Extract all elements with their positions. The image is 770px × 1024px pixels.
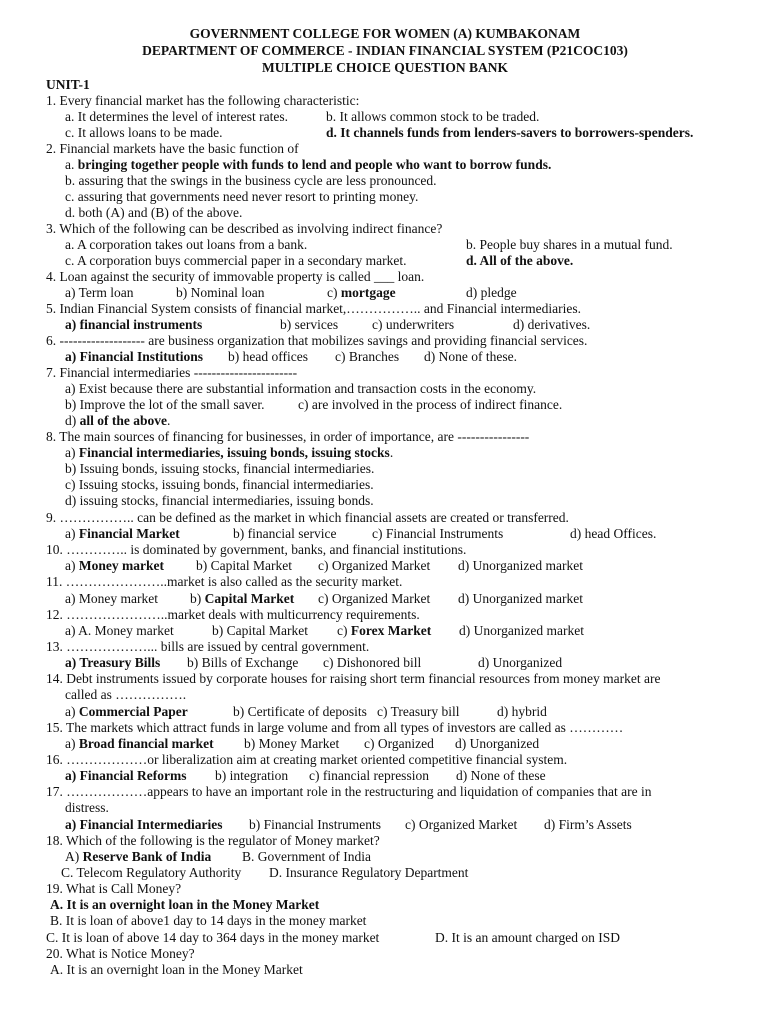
question-10: 10. ………….. is dominated by government, banks, and financial institutions. [46,542,467,557]
q7-option-d [65,413,170,429]
question-20: 20. What is Notice Money? [46,946,195,961]
q12-option-c-prefix: c) [337,623,351,638]
q12-option-a: a) A. Money market [65,623,174,638]
q12-option-d: d) Unorganized market [459,623,584,638]
q18-option-a [65,849,211,865]
q15-option-b: b) Money Market [244,736,340,751]
question-17-continued: distress. [65,800,109,815]
q3-option-c: c. A corporation buys commercial paper in a secondary market. [65,253,407,268]
q7-option-a: a) Exist because there are substantial information and transaction costs in the economy. [65,381,537,396]
college-title: GOVERNMENT COLLEGE FOR WOMEN (A) KUMBAKONAM [189,26,581,41]
q9-option-a-answer: Financial Market [78,526,180,541]
q9-option-a-prefix: a) [65,526,79,541]
question-17: 17. ………………appears to have an important role in the restructuring and liquidation of companies that are in [46,784,652,799]
question-16: 16. ………………or liberalization aim at creating market oriented competitive financial system. [46,752,568,767]
q11-option-b-answer: Capital Market [204,591,295,606]
q1-option-b: b. It allows common stock to be traded. [326,109,540,124]
q10-option-b: b) Capital Market [196,558,292,573]
question-19: 19. What is Call Money? [46,881,182,896]
q5-option-b: b) services [280,317,339,332]
question-7: 7. Financial intermediaries ----------------------- [46,365,298,380]
q4-option-a: a) Term loan [65,285,134,300]
q6-option-c: c) Branches [335,349,400,364]
q2-option-d: d. both (A) and (B) of the above. [65,205,243,220]
q10-option-d: d) Unorganized market [458,558,583,573]
q4-option-c-prefix: c) [327,285,341,300]
q16-option-d: d) None of these [456,768,546,783]
q2-option-c: c. assuring that governments need never resort to printing money. [65,189,419,204]
q15-option-a-prefix: a) [65,736,79,751]
q13-option-a-answer: a) Treasury Bills [65,655,161,670]
q11-option-a: a) Money market [65,591,158,606]
q14-option-a-answer: Commercial Paper [78,704,188,719]
q11-option-b-prefix: b) [190,591,205,606]
question-13: 13. ………………... bills are issued by central government. [46,639,370,654]
document-title: MULTIPLE CHOICE QUESTION BANK [262,60,508,75]
question-3: 3. Which of the following can be described as involving indirect finance? [46,221,443,236]
q13-option-d: d) Unorganized [478,655,563,670]
q8-option-a [65,445,393,461]
q1-option-c: c. It allows loans to be made. [65,125,223,140]
question-5: 5. Indian Financial System consists of financial market,…………….. and Financial intermediaries. [46,301,582,316]
q2-option-a [65,157,551,173]
q6-option-b: b) head offices [228,349,308,364]
q10-option-a-prefix: a) [65,558,79,573]
q10-option-a-answer: Money market [78,558,164,573]
question-11: 11. …………………..market is also called as the security market. [46,574,403,589]
q1-option-a: a. It determines the level of interest rates. [65,109,289,124]
q8-option-a-prefix: a) [65,445,79,460]
question-2: 2. Financial markets have the basic function of [46,141,299,156]
q19-option-a-answer: A. It is an overnight loan in the Money Market [50,897,320,912]
q20-option-a: A. It is an overnight loan in the Money Market [50,962,303,977]
question-18: 18. Which of the following is the regulator of Money market? [46,833,380,848]
question-4: 4. Loan against the security of immovable property is called ___ loan. [46,269,425,284]
q9-option-a [65,526,180,542]
q3-option-a: a. A corporation takes out loans from a bank. [65,237,308,252]
q17-option-b: b) Financial Instruments [249,817,381,832]
unit-heading: UNIT-1 [46,77,90,92]
q7-option-d-prefix: d) [65,413,80,428]
question-14: 14. Debt instruments issued by corporate houses for raising short term financial resources from money market are [46,671,661,686]
q4-option-c [327,285,396,301]
q17-option-d: d) Firm’s Assets [544,817,632,832]
q2-option-a-answer: bringing together people with funds to lend and people who want to borrow funds. [77,157,552,172]
q19-option-d: D. It is an amount charged on ISD [435,930,620,945]
q15-option-d: d) Unorganized [455,736,540,751]
q15-option-a [65,736,214,752]
q10-option-c: c) Organized Market [318,558,431,573]
q10-option-a [65,558,164,574]
q14-option-b: b) Certificate of deposits [233,704,367,719]
q6-option-d: d) None of these. [424,349,517,364]
q7-option-d-suffix: . [167,413,171,428]
q3-option-b: b. People buy shares in a mutual fund. [466,237,673,252]
q5-option-a-answer: a) financial instruments [65,317,203,332]
q17-option-c: c) Organized Market [405,817,518,832]
q9-option-d: d) head Offices. [570,526,657,541]
q12-option-c-answer: Forex Market [350,623,432,638]
q4-option-d: d) pledge [466,285,517,300]
q4-option-c-answer: mortgage [340,285,396,300]
q7-option-c: c) are involved in the process of indirect finance. [298,397,563,412]
q17-option-a-answer: a) Financial Intermediaries [65,817,223,832]
question-12: 12. …………………..market deals with multicurrency requirements. [46,607,420,622]
q15-option-a-answer: Broad financial market [78,736,214,751]
q18-option-a-answer: Reserve Bank of India [82,849,212,864]
question-8: 8. The main sources of financing for businesses, in order of importance, are ---------------- [46,429,530,444]
q7-option-b: b) Improve the lot of the small saver. [65,397,265,412]
q13-option-b: b) Bills of Exchange [187,655,299,670]
q11-option-d: d) Unorganized market [458,591,583,606]
q8-option-c: c) Issuing stocks, issuing bonds, financial intermediaries. [65,477,374,492]
q14-option-c: c) Treasury bill [377,704,460,719]
question-14-continued: called as ……………. [65,687,187,702]
q7-option-d-answer: all of the above [79,413,167,428]
q11-option-b [190,591,294,607]
question-9: 9. …………….. can be defined as the market in which financial assets are created or transferred. [46,510,569,525]
q14-option-d: d) hybrid [497,704,547,719]
question-1: 1. Every financial market has the following characteristic: [46,93,360,108]
q6-option-a-answer: a) Financial Institutions [65,349,204,364]
q18-option-b: B. Government of India [242,849,371,864]
q13-option-c: c) Dishonored bill [323,655,422,670]
q12-option-b: b) Capital Market [212,623,308,638]
q18-option-d: D. Insurance Regulatory Department [269,865,469,880]
q19-option-c: C. It is loan of above 14 day to 364 days in the money market [46,930,380,945]
q19-option-b: B. It is loan of above1 day to 14 days in the money market [50,913,367,928]
q9-option-b: b) financial service [233,526,337,541]
q14-option-a [65,704,188,720]
q11-option-c: c) Organized Market [318,591,431,606]
q5-option-c: c) underwriters [372,317,455,332]
q5-option-d: d) derivatives. [513,317,591,332]
q8-option-a-suffix: . [389,445,394,460]
q16-option-c: c) financial repression [309,768,429,783]
q9-option-c: c) Financial Instruments [372,526,504,541]
q2-option-a-prefix: a. [65,157,78,172]
q8-option-d: d) issuing stocks, financial intermediaries, issuing bonds. [65,493,374,508]
department-title: DEPARTMENT OF COMMERCE - INDIAN FINANCIAL SYSTEM (P21COC103) [142,43,628,58]
q1-option-d-answer: d. It channels funds from lenders-savers to borrowers-spenders. [326,125,694,140]
q18-option-a-prefix: A) [65,849,83,864]
q16-option-a-answer: a) Financial Reforms [65,768,187,783]
q8-option-a-answer: Financial intermediaries, issuing bonds, issuing stocks [78,445,390,460]
q3-option-d-answer: d. All of the above. [466,253,574,268]
q2-option-b: b. assuring that the swings in the business cycle are less pronounced. [65,173,437,188]
q16-option-b: b) integration [215,768,289,783]
q18-option-c: C. Telecom Regulatory Authority [61,865,242,880]
question-15: 15. The markets which attract funds in large volume and from all types of investors are called as ………… [46,720,624,735]
q12-option-c [337,623,431,639]
question-6: 6. ------------------- are business organization that mobilizes savings and providing financial services. [46,333,588,348]
q8-option-b: b) Issuing bonds, issuing stocks, financial intermediaries. [65,461,375,476]
q15-option-c: c) Organized [364,736,434,751]
q14-option-a-prefix: a) [65,704,79,719]
q4-option-b: b) Nominal loan [176,285,265,300]
